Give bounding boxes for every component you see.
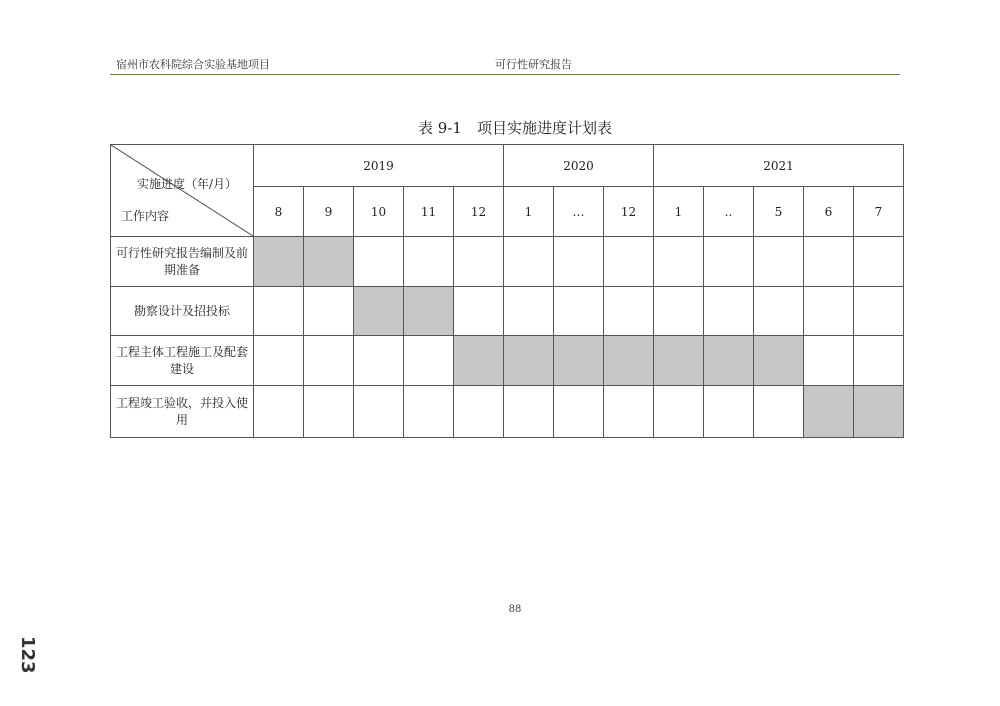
- schedule-cell-empty: [554, 237, 604, 287]
- schedule-cell-filled: [604, 336, 654, 386]
- schedule-cell-empty: [804, 336, 854, 386]
- schedule-cell-empty: [404, 386, 454, 438]
- schedule-cell-empty: [254, 287, 304, 336]
- schedule-cell-empty: [454, 287, 504, 336]
- task-label-cell: 勘察设计及招投标: [111, 287, 254, 336]
- month-header-cell: 11: [404, 187, 454, 237]
- schedule-cell-empty: [354, 386, 404, 438]
- schedule-cell-empty: [554, 287, 604, 336]
- corner-progress-label: 实施进度（年/月）: [137, 177, 238, 191]
- schedule-cell-empty: [854, 287, 904, 336]
- schedule-cell-empty: [354, 237, 404, 287]
- month-header-cell: 1: [654, 187, 704, 237]
- schedule-cell-empty: [804, 237, 854, 287]
- schedule-cell-empty: [704, 237, 754, 287]
- schedule-cell-filled: [304, 237, 354, 287]
- schedule-cell-filled: [554, 336, 604, 386]
- table-corner-cell: [111, 145, 254, 237]
- schedule-cell-empty: [654, 287, 704, 336]
- schedule-cell-filled: [704, 336, 754, 386]
- schedule-cell-empty: [604, 386, 654, 438]
- year-header-cell: 2020: [504, 145, 654, 187]
- page-number: 88: [508, 604, 522, 615]
- schedule-cell-filled: [804, 386, 854, 438]
- side-page-stamp: 123: [17, 636, 38, 674]
- schedule-cell-empty: [654, 386, 704, 438]
- schedule-cell-filled: [854, 386, 904, 438]
- task-row: [111, 287, 904, 336]
- schedule-cell-empty: [354, 336, 404, 386]
- schedule-cell-filled: [254, 237, 304, 287]
- month-header-cell: …: [554, 187, 604, 237]
- month-header-cell: ..: [704, 187, 754, 237]
- month-header-cell: 5: [754, 187, 804, 237]
- schedule-cell-empty: [654, 237, 704, 287]
- schedule-cell-filled: [504, 336, 554, 386]
- month-header-cell: 12: [604, 187, 654, 237]
- header-report-type: 可行性研究报告: [495, 58, 572, 71]
- schedule-cell-empty: [754, 237, 804, 287]
- task-row: [111, 386, 904, 438]
- month-header-cell: 10: [354, 187, 404, 237]
- schedule-cell-filled: [654, 336, 704, 386]
- schedule-cell-empty: [454, 237, 504, 287]
- month-header-cell: 12: [454, 187, 504, 237]
- schedule-cell-empty: [504, 386, 554, 438]
- schedule-cell-empty: [404, 336, 454, 386]
- schedule-cell-empty: [704, 287, 754, 336]
- table-title: 表 9-1 项目实施进度计划表: [418, 119, 612, 137]
- schedule-cell-empty: [454, 386, 504, 438]
- task-row: [111, 336, 904, 386]
- month-header-cell: 7: [854, 187, 904, 237]
- schedule-cell-empty: [704, 386, 754, 438]
- schedule-cell-empty: [504, 237, 554, 287]
- schedule-cell-empty: [804, 287, 854, 336]
- schedule-cell-empty: [754, 386, 804, 438]
- schedule-cell-empty: [404, 237, 454, 287]
- month-header-cell: 8: [254, 187, 304, 237]
- schedule-cell-empty: [304, 336, 354, 386]
- schedule-cell-empty: [304, 386, 354, 438]
- task-label-cell: 可行性研究报告编制及前期准备: [111, 237, 254, 287]
- header-project-name: 宿州市农科院综合实验基地项目: [116, 58, 270, 71]
- schedule-cell-empty: [604, 237, 654, 287]
- task-label-cell: 工程竣工验收，并投入使用: [111, 386, 254, 438]
- schedule-cell-empty: [254, 386, 304, 438]
- month-header-cell: 6: [804, 187, 854, 237]
- month-header-cell: 1: [504, 187, 554, 237]
- corner-work-content-label: 工作内容: [121, 209, 170, 223]
- schedule-cell-empty: [604, 287, 654, 336]
- schedule-cell-filled: [754, 336, 804, 386]
- schedule-cell-empty: [254, 336, 304, 386]
- schedule-cell-empty: [304, 287, 354, 336]
- header-divider: [110, 74, 900, 75]
- schedule-cell-filled: [454, 336, 504, 386]
- month-header-cell: 9: [304, 187, 354, 237]
- schedule-table: [110, 144, 904, 438]
- schedule-cell-empty: [554, 386, 604, 438]
- schedule-cell-empty: [854, 237, 904, 287]
- schedule-cell-filled: [404, 287, 454, 336]
- task-row: [111, 237, 904, 287]
- year-header-cell: 2021: [654, 145, 904, 187]
- schedule-cell-empty: [754, 287, 804, 336]
- schedule-cell-empty: [504, 287, 554, 336]
- year-header-cell: 2019: [254, 145, 504, 187]
- task-label-cell: 工程主体工程施工及配套建设: [111, 336, 254, 386]
- schedule-cell-empty: [854, 336, 904, 386]
- schedule-cell-filled: [354, 287, 404, 336]
